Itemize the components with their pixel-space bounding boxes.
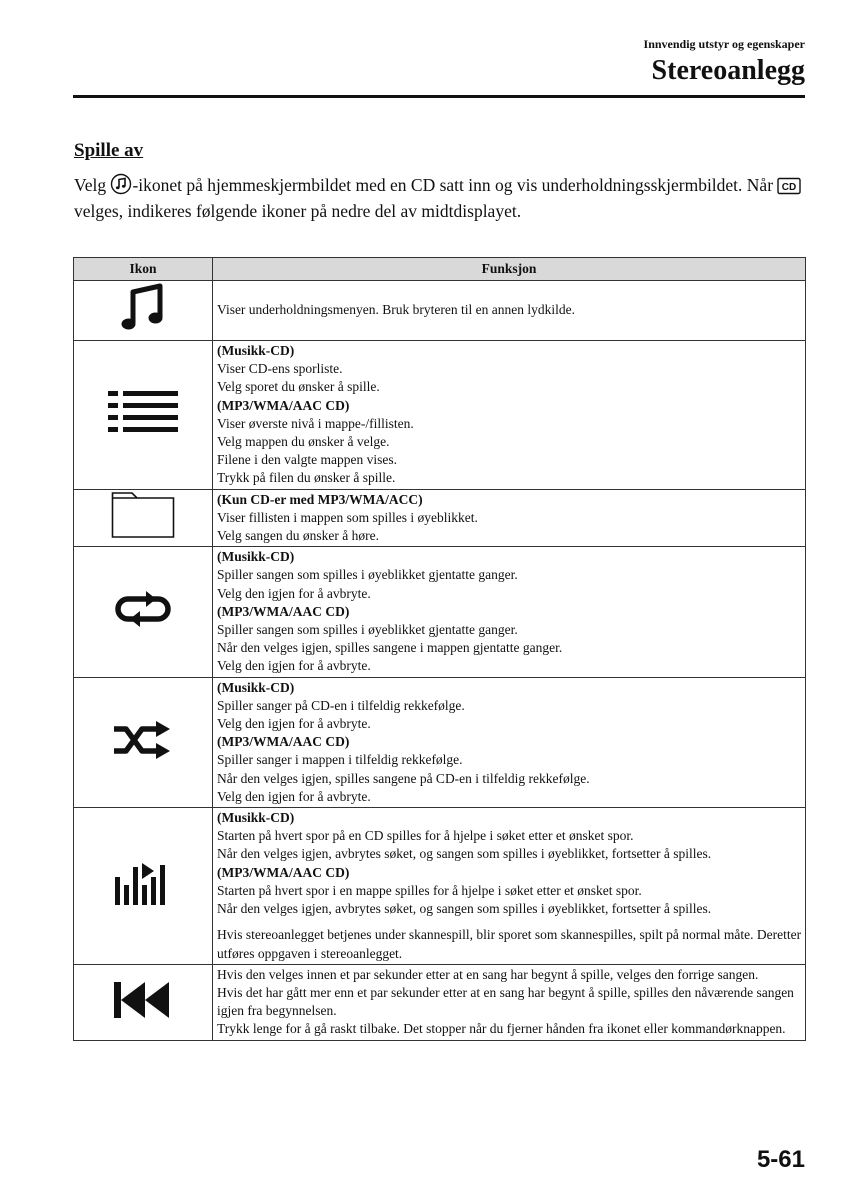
row3-line1: (Kun CD-er med MP3/WMA/ACC) — [217, 491, 423, 507]
table-row — [74, 964, 806, 1040]
function-cell — [213, 964, 806, 1040]
row2-line3: Velg sporet du ønsker å spille. — [217, 379, 380, 395]
row4-line3: Velg den igjen for å avbryte. — [217, 585, 371, 601]
page-number: 5-61 — [756, 1146, 805, 1173]
row6-note: Hvis stereoanlegget betjenes under skannespill, blir sporet som skannespilles, spilt på normal måte. Deretter utføres oppgaven i stereoanlegget. — [217, 927, 802, 961]
row5-line5: Spiller sanger i mappen i tilfeldig rekkefølge. — [217, 752, 463, 768]
header-divider — [73, 95, 805, 98]
music-circle-icon — [110, 173, 132, 201]
row6-line1: (Musikk-CD) — [217, 810, 295, 826]
row6-line4: (MP3/WMA/AAC CD) — [217, 864, 350, 880]
table-header-row — [74, 258, 806, 281]
previous-track-icon — [114, 981, 172, 1019]
row4-line4: (MP3/WMA/AAC CD) — [217, 603, 350, 619]
function-cell — [213, 281, 806, 341]
row5-line6: Når den velges igjen, spilles sangene på CD-en i tilfeldig rekkefølge. — [217, 770, 590, 786]
function-cell — [213, 808, 806, 965]
row5-line1: (Musikk-CD) — [217, 679, 295, 695]
table-row — [74, 489, 806, 547]
icon-cell — [74, 547, 213, 677]
row6-line2: Starten på hvert spor på en CD spilles for å hjelpe i søket etter et ønsket spor. — [217, 828, 634, 844]
row2-line1: (Musikk-CD) — [217, 343, 295, 358]
icon-cell — [74, 281, 213, 341]
row5-line4: (MP3/WMA/AAC CD) — [217, 734, 350, 750]
function-cell — [213, 489, 806, 547]
row5-line2: Spiller sanger på CD-en i tilfeldig rekkefølge. — [217, 697, 465, 713]
intro-text-2: -ikonet på hjemmeskjermbildet med en CD satt inn og vis underholdningsskjermbildet. Når — [132, 175, 778, 195]
repeat-icon — [113, 589, 173, 629]
function-cell — [213, 341, 806, 490]
table-row — [74, 341, 806, 490]
icon-cell — [74, 677, 213, 807]
row2-line6: Velg mappen du ønsker å velge. — [217, 434, 390, 450]
cd-icon — [777, 177, 801, 201]
chapter-heading: Innvendig utstyr og egenskaper — [643, 37, 805, 51]
row6-line6: Når den velges igjen, avbrytes søket, og sangen som spilles i øyeblikket, fortsetter å spilles. — [217, 901, 712, 917]
icon-cell — [74, 341, 213, 490]
table-row — [74, 808, 806, 965]
row7-line2: Hvis det har gått mer enn et par sekunder etter at en sang har begynt å spille, spilles den nåværende sangen igjen fra begynnelsen. — [217, 984, 794, 1019]
row2-line7: Filene i den valgte mappen vises. — [217, 452, 397, 468]
icon-cell — [74, 808, 213, 965]
row5-line3: Velg den igjen for å avbryte. — [217, 716, 371, 732]
table-row — [74, 547, 806, 677]
row4-line6: Når den velges igjen, spilles sangene i mappen gjentatte ganger. — [217, 640, 563, 656]
row3-line2: Viser fillisten i mappen som spilles i øyeblikket. — [217, 509, 478, 525]
row7-line3: Trykk lenge for å gå raskt tilbake. Det stopper når du fjerner hånden fra ikonet eller kommandørknappen. — [217, 1021, 786, 1037]
row1-line1: Viser underholdningsmenyen. Bruk bryteren til en annen lydkilde. — [217, 302, 575, 318]
row4-line7: Velg den igjen for å avbryte. — [217, 658, 371, 674]
shuffle-icon — [112, 720, 174, 760]
row2-line5: Viser øverste nivå i mappe-/fillisten. — [217, 415, 414, 431]
row4-line1: (Musikk-CD) — [217, 549, 295, 565]
function-cell — [213, 547, 806, 677]
row2-line8: Trykk på filen du ønsker å spille. — [217, 470, 396, 486]
row6-line3: Når den velges igjen, avbrytes søket, og sangen som spilles i øyeblikket, fortsetter å spilles. — [217, 846, 712, 862]
table-row — [74, 281, 806, 341]
icon-cell — [74, 964, 213, 1040]
row4-line5: Spiller sangen som spilles i øyeblikket gjentatte ganger. — [217, 622, 518, 638]
column-header-function: Funksjon — [213, 258, 806, 281]
cd-icon-label: CD — [782, 182, 797, 193]
row7-line1: Hvis den velges innen et par sekunder etter at en sang har begynt å spille, velges den forrige sangen. — [217, 966, 759, 982]
row2-line4: (MP3/WMA/AAC CD) — [217, 397, 350, 413]
folder-icon — [111, 491, 175, 539]
table-row — [74, 677, 806, 807]
row2-line2: Viser CD-ens sporliste. — [217, 361, 343, 377]
icon-function-table — [73, 257, 806, 1041]
function-cell — [213, 677, 806, 807]
page-title: Stereoanlegg — [651, 55, 805, 86]
intro-paragraph — [74, 173, 804, 222]
row3-line3: Velg sangen du ønsker å høre. — [217, 528, 379, 544]
list-icon — [108, 391, 178, 433]
icon-cell — [74, 489, 213, 547]
section-title: Spille av — [74, 140, 144, 161]
row4-line2: Spiller sangen som spilles i øyeblikket gjentatte ganger. — [217, 567, 518, 583]
column-header-icon: Ikon — [74, 258, 213, 281]
row5-line7: Velg den igjen for å avbryte. — [217, 788, 371, 804]
intro-text-3: velges, indikeres følgende ikoner på nedre del av midtdisplayet. — [74, 200, 522, 221]
scan-icon — [115, 861, 171, 905]
intro-text-1: Velg — [74, 175, 111, 195]
music-note-icon — [120, 283, 166, 333]
row6-line5: Starten på hvert spor i en mappe spilles for å hjelpe i søket etter et ønsket spor. — [217, 882, 642, 898]
